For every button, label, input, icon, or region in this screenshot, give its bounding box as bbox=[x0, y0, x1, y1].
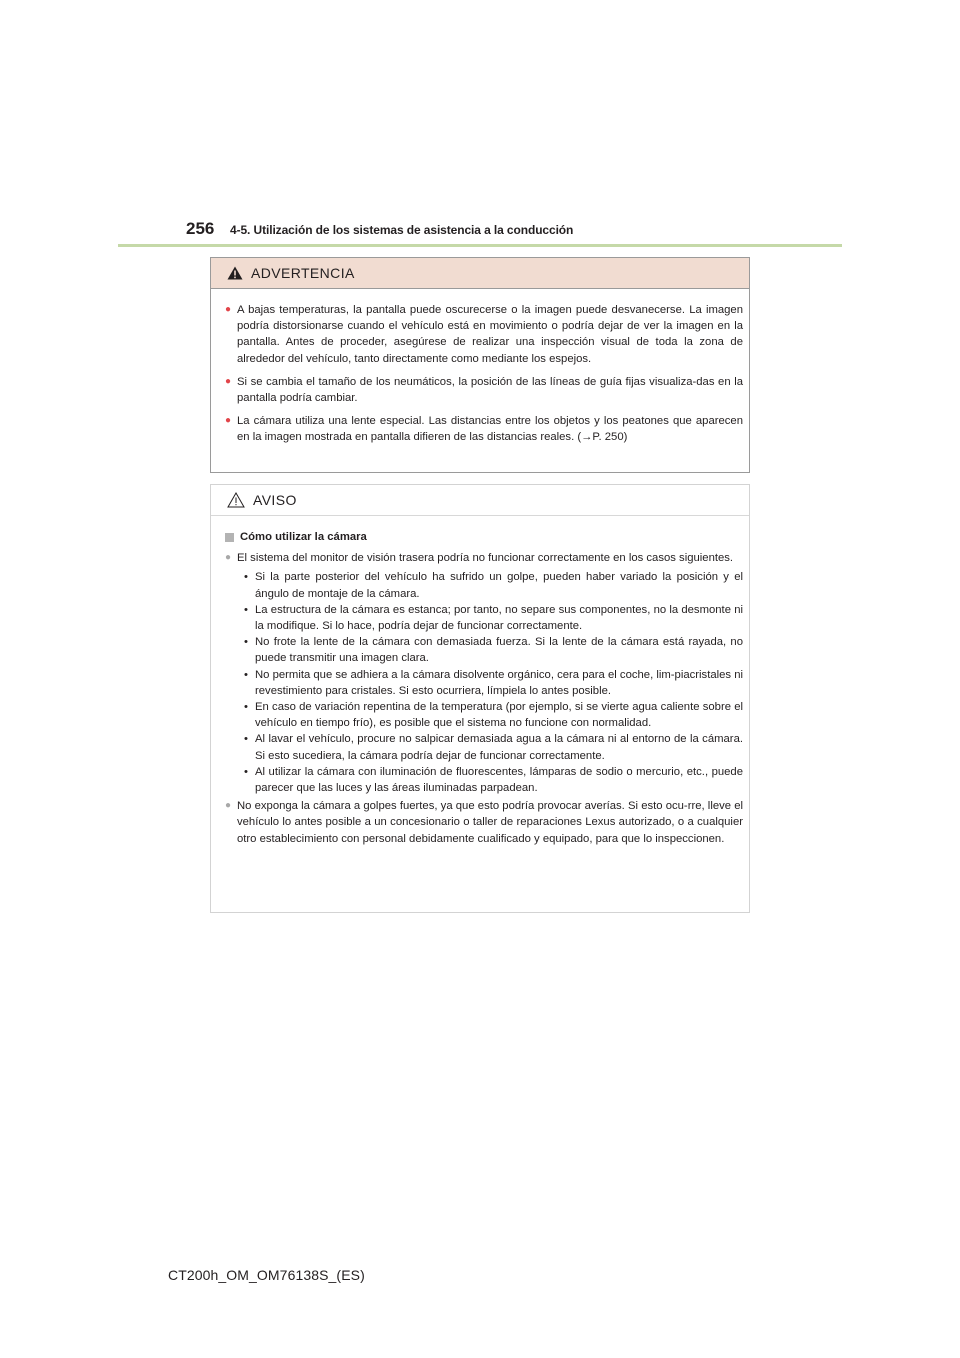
notice-box bbox=[210, 484, 750, 913]
notice-item bbox=[225, 798, 743, 847]
bullet-icon: ● bbox=[225, 415, 232, 427]
bullet-icon: ● bbox=[225, 800, 232, 812]
list-item bbox=[237, 602, 743, 634]
list-item-text: No permita que se adhiera a la cámara disolvente orgánico, cera para el coche, lim-piacristales ni revestimiento para cristales. Si esto ocurriera, límpiela lo antes posible. bbox=[255, 668, 743, 697]
warning-list bbox=[211, 289, 749, 446]
dot-bullet-icon: • bbox=[244, 603, 248, 616]
square-bullet-icon bbox=[225, 533, 234, 542]
warning-item-text: A bajas temperaturas, la pantalla puede oscurecerse o la imagen puede desvanecerse. La imagen podría distorsionarse cuando el vehículo está en movimiento o podría dejar de ver la imagen en la pantalla. Antes de proceder, asegúrese de realizar una inspección visual de toda la zona de alrededor del vehículo, tanto directamente como mediante los espejos. bbox=[237, 304, 743, 365]
warning-title: ADVERTENCIA bbox=[251, 265, 355, 281]
list-item-text: No frote la lente de la cámara con demasiada fuerza. Si la lente de la cámara está rayada, no puede transmitir una imagen clara. bbox=[255, 636, 743, 665]
warning-item bbox=[225, 302, 743, 367]
list-item bbox=[237, 569, 743, 601]
list-item-text: En caso de variación repentina de la temperatura (por ejemplo, si se vierte agua caliente sobre el vehículo en tiempo frío), es posible que el sistema no funcione con normalidad. bbox=[255, 701, 743, 730]
notice-sublist bbox=[237, 569, 743, 796]
warning-item-text: Si se cambia el tamaño de los neumáticos, la posición de las líneas de guía fijas visualiza-das en la pantalla podría cambiar. bbox=[237, 375, 743, 405]
notice-title: AVISO bbox=[253, 492, 297, 508]
list-item bbox=[237, 667, 743, 699]
dot-bullet-icon: • bbox=[244, 636, 248, 649]
dot-bullet-icon: • bbox=[244, 668, 248, 681]
list-item-text: Al utilizar la cámara con iluminación de fluorescentes, lámparas de sodio o mercurio, etc., puede parecer que las luces y las áreas iluminadas parpadean. bbox=[255, 765, 743, 795]
notice-triangle-icon bbox=[227, 492, 253, 508]
subheading-text: Cómo utilizar la cámara bbox=[240, 531, 367, 543]
bullet-icon: ● bbox=[225, 375, 232, 387]
dot-bullet-icon: • bbox=[244, 733, 248, 746]
notice-item bbox=[225, 550, 743, 566]
notice-subheading bbox=[225, 529, 743, 545]
notice-item-text: El sistema del monitor de visión trasera podría no funcionar correctamente en los casos siguientes. bbox=[237, 552, 734, 565]
warning-item bbox=[225, 374, 743, 406]
page-number: 256 bbox=[186, 219, 215, 238]
notice-body bbox=[211, 516, 749, 847]
section-title: 4-5. Utilización de los sistemas de asistencia a la conducción bbox=[230, 223, 574, 237]
list-item-text: Si la parte posterior del vehículo ha sufrido un golpe, pueden haber variado la posición y el ángulo de montaje de la cámara. bbox=[255, 571, 743, 600]
bullet-icon: ● bbox=[225, 304, 232, 315]
document-code: CT200h_OM_OM76138S_(ES) bbox=[168, 1267, 365, 1283]
warning-item bbox=[225, 413, 743, 445]
warning-item-text: La cámara utiliza una lente especial. Las distancias entre los objetos y los peatones que aparecen en la imagen mostrada en pantalla difieren de las distancias reales. (→P. 250) bbox=[237, 415, 743, 444]
warning-box bbox=[210, 257, 750, 473]
list-item bbox=[237, 731, 743, 763]
list-item bbox=[237, 764, 743, 796]
page-header bbox=[186, 219, 842, 241]
list-item bbox=[237, 634, 743, 666]
warning-triangle-icon bbox=[227, 266, 251, 280]
dot-bullet-icon: • bbox=[244, 571, 248, 584]
notice-item-text: No exponga la cámara a golpes fuertes, ya que esto podría provocar averías. Si esto ocu-rre, lleve el vehículo lo antes posible a un concesionario o taller de reparaciones Lexus autorizado, o a cualquier otro establecimiento con personal debidamente cualificado y equipado, para que lo inspeccionen. bbox=[237, 800, 743, 845]
list-item bbox=[237, 699, 743, 731]
dot-bullet-icon: • bbox=[244, 701, 248, 714]
warning-header bbox=[211, 258, 749, 289]
dot-bullet-icon: • bbox=[244, 765, 248, 778]
notice-header bbox=[211, 485, 749, 516]
header-divider bbox=[118, 244, 842, 247]
bullet-icon: ● bbox=[225, 552, 232, 564]
list-item-text: Al lavar el vehículo, procure no salpicar demasiada agua a la cámara ni al entorno de la cámara. Si esto sucediera, la cámara podría dejar de funcionar correctamente. bbox=[255, 733, 743, 762]
list-item-text: La estructura de la cámara es estanca; por tanto, no separe sus componentes, no la desmonte ni la modifique. Si lo hace, podría dejar de funcionar correctamente. bbox=[255, 603, 743, 633]
